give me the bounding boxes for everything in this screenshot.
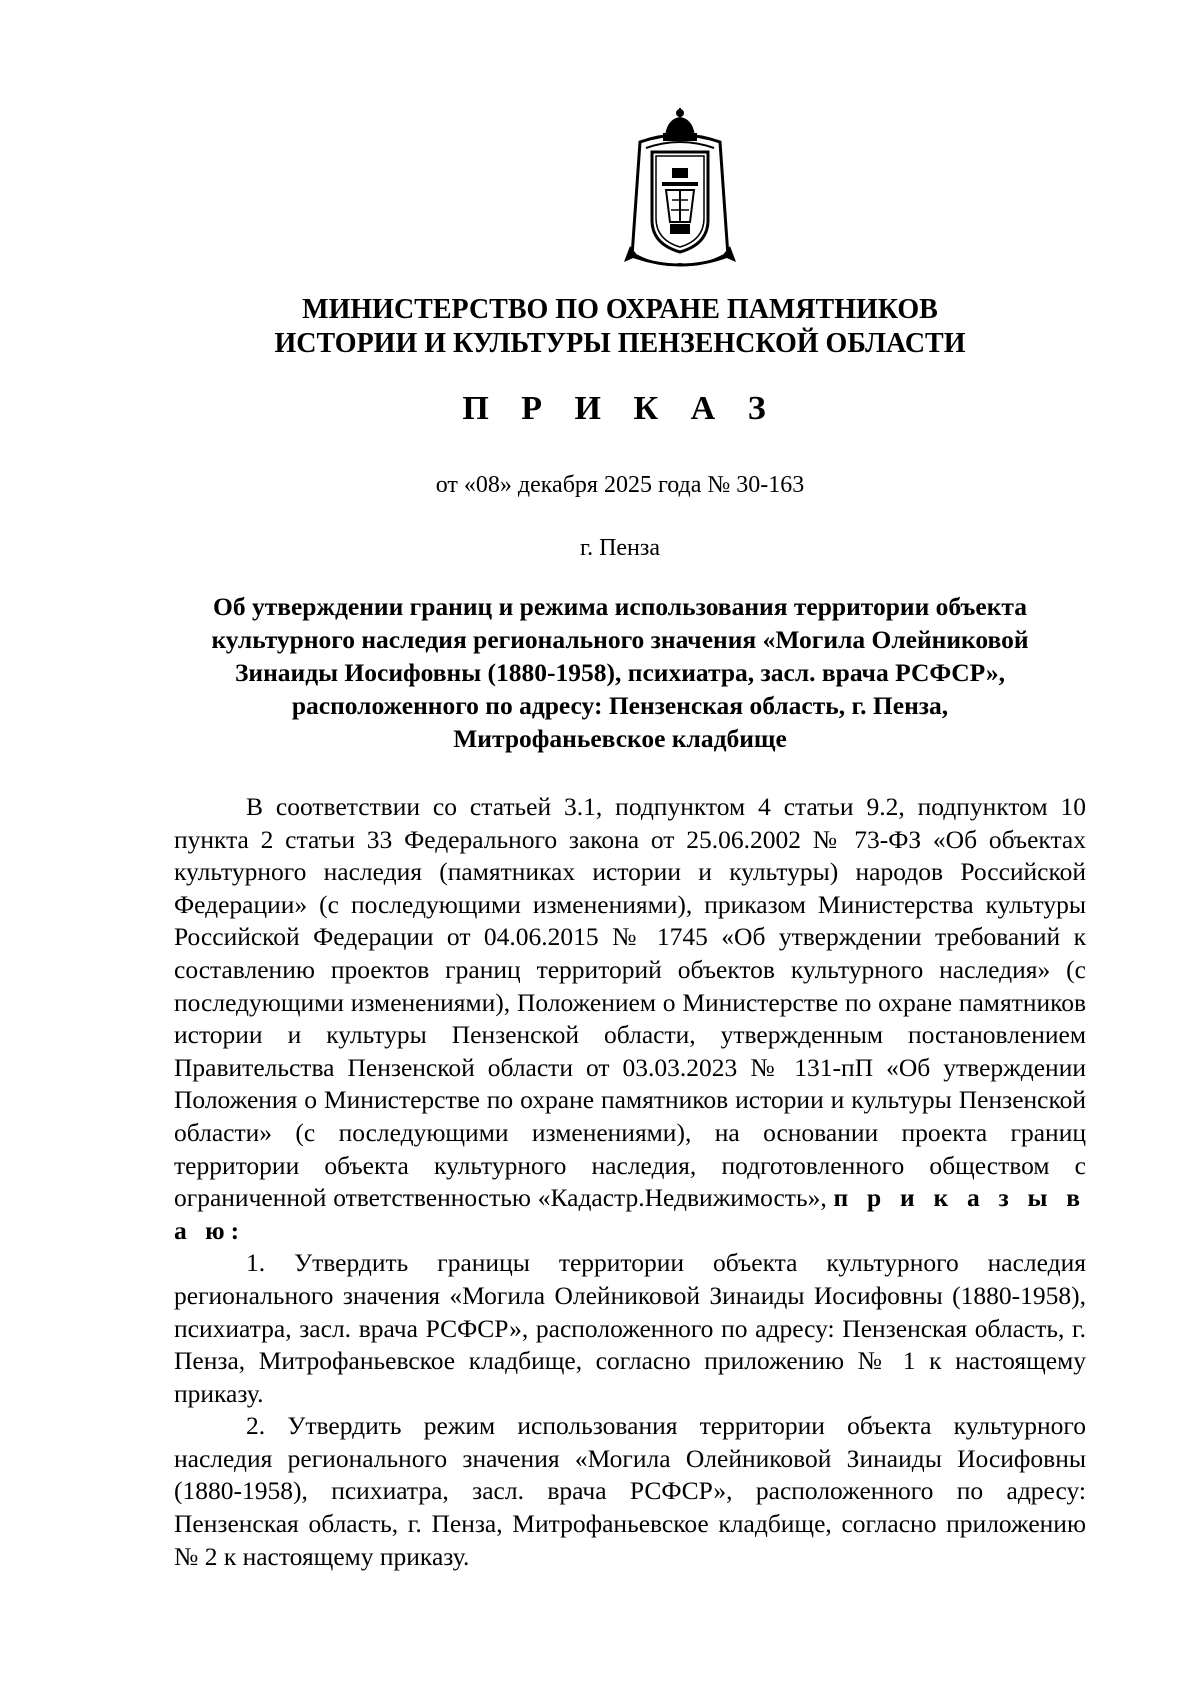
order-city: г. Пенза xyxy=(579,535,661,561)
preamble-text: В соответствии со статьей 3.1, подпунктом 4 статьи 9.2, подпунктом 10 пункта 2 статьи 33 Федерального закона от 25.06.2002 № 73-ФЗ «Об объектах культурного наследия (памятниках истории и культуры) народов Российской Федерации» (с последующими изменениями), приказом Министерства культуры Российской Федерации от 04.06.2015 № 1745 «Об утверждении требований к составлению проектов границ территорий объектов культурного наследия» (с последующими изменениями), Положением о Министерстве по охране памятников истории и культуры Пензенской области, утвержденным постановлением Правительства Пензенской области от 03.03.2023 № 131-пП «Об утверждении Положения о Министерстве по охране памятников истории и культуры Пензенской области» (с последующими изменениями), на основании проекта границ территории объекта культурного наследия, подготовленного обществом с ограниченной ответственностью «Кадастр.Недвижимость», xyxy=(174,792,1086,1213)
order-date-number: от «08» декабря 2025 года № 30-163 xyxy=(435,472,805,498)
coat-of-arms-icon xyxy=(620,106,740,276)
preamble-paragraph xyxy=(174,791,1086,1247)
subject-line-3: Зинаиды Иосифовны (1880-1958), психиатра, засл. врача РСФСР», xyxy=(234,658,1006,687)
ministry-line-1: МИНИСТЕРСТВО ПО ОХРАНЕ ПАМЯТНИКОВ xyxy=(302,294,938,325)
subject-line-2: культурного наследия регионального значения «Могила Олейниковой xyxy=(211,625,1029,654)
document-type: П Р И К А З xyxy=(462,390,778,427)
subject-line-1: Об утверждении границ и режима использования территории объекта xyxy=(212,592,1027,621)
subject-line-4: расположенного по адресу: Пензенская область, г. Пенза, xyxy=(291,691,949,720)
order-body xyxy=(174,791,1086,1573)
order-subject xyxy=(160,590,1080,755)
orders-word: п р и к а з ы в а ю: xyxy=(174,1183,1087,1245)
ministry-name xyxy=(180,293,1060,361)
order-item-2: 2. Утвердить режим использования территории объекта культурного наследия регионального значения «Могила Олейниковой Зинаиды Иосифовны (1880-1958), психиатра, засл. врача РСФСР», расположенного по адресу: Пензенская область, г. Пенза, Митрофаньевское кладбище, согласно приложению № 2 к настоящему приказу. xyxy=(174,1411,1086,1571)
ministry-line-2: ИСТОРИИ И КУЛЬТУРЫ ПЕНЗЕНСКОЙ ОБЛАСТИ xyxy=(274,328,966,359)
subject-line-5: Митрофаньевское кладбище xyxy=(453,724,787,753)
order-item-1: 1. Утвердить границы территории объекта культурного наследия регионального значения «Могила Олейниковой Зинаиды Иосифовны (1880-1958), психиатра, засл. врача РСФСР», расположенного по адресу: Пензенская область, г. Пенза, Митрофаньевское кладбище, согласно приложению № 1 к настоящему приказу. xyxy=(174,1248,1086,1408)
